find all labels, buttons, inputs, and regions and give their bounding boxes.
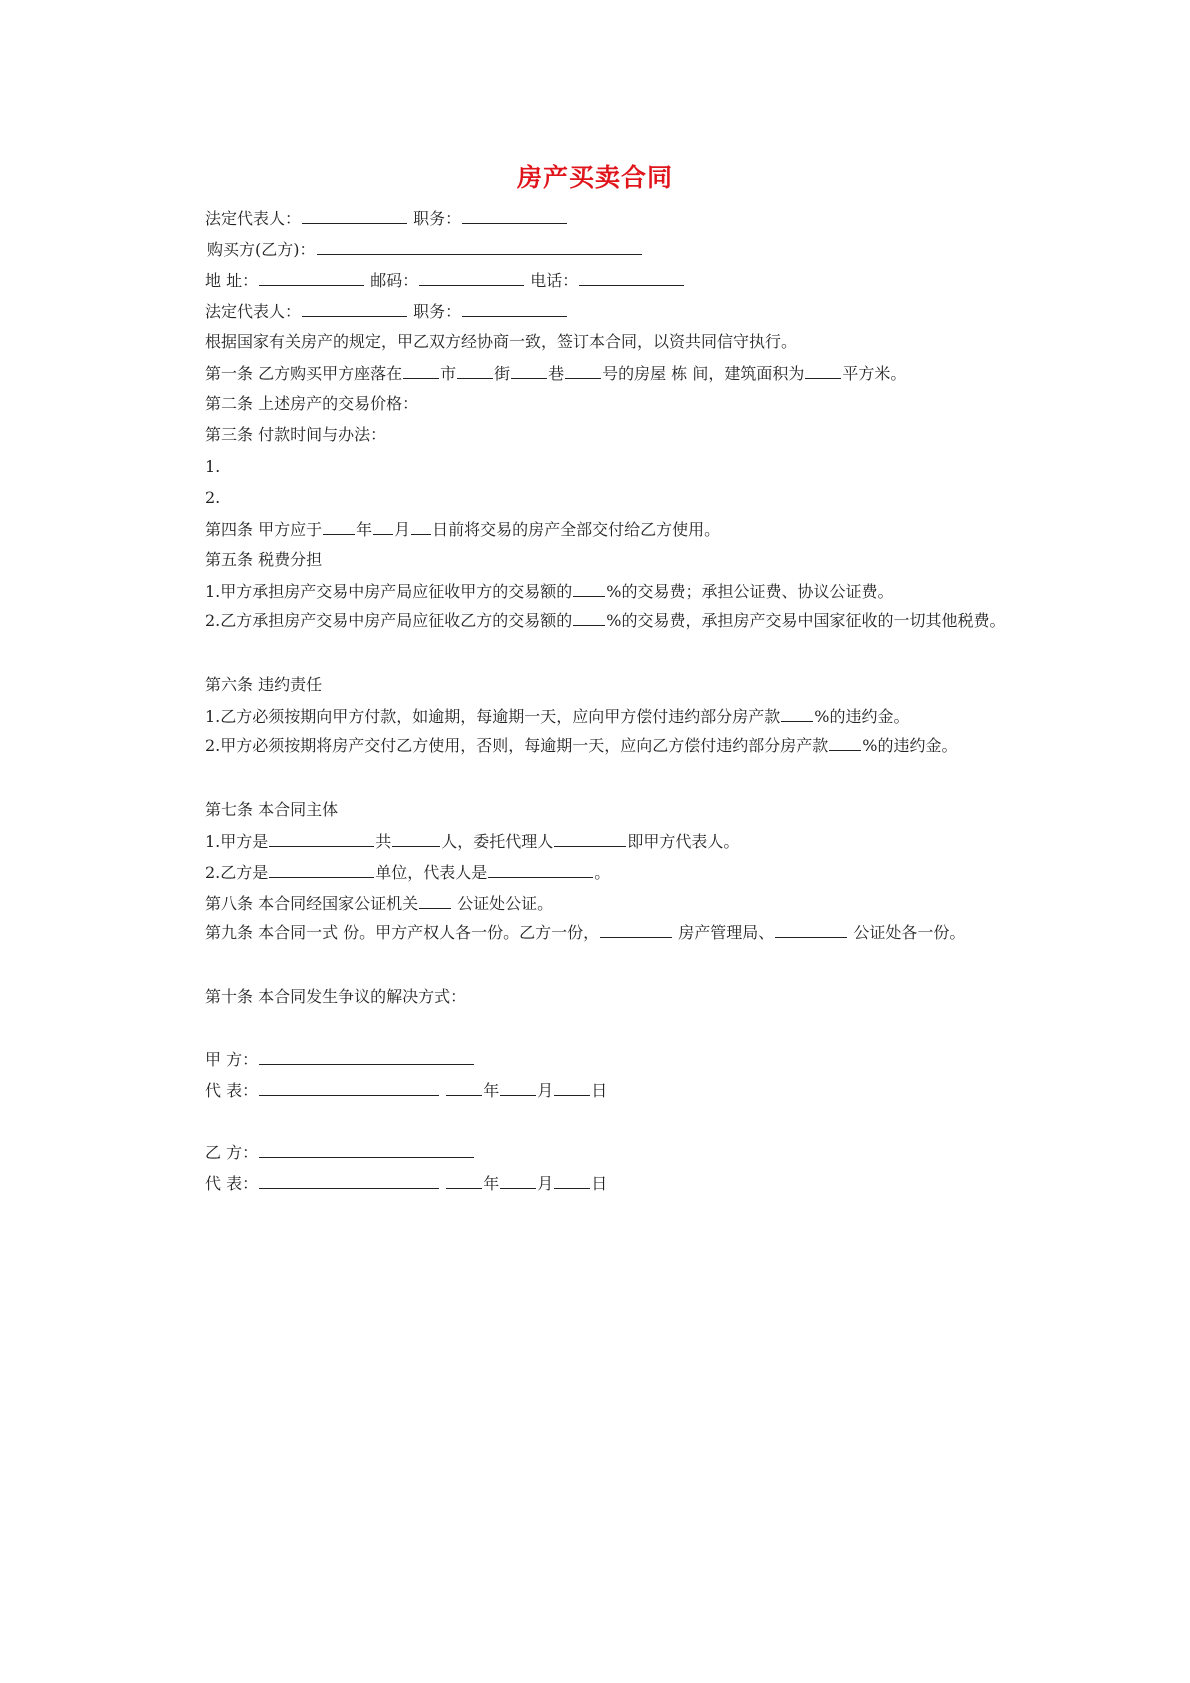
notary-office-blank — [775, 921, 847, 938]
article-8-text-b: 公证处公证。 — [452, 894, 554, 913]
buyer-rep-label: 法定代表人： — [205, 302, 302, 321]
housing-bureau-blank — [600, 921, 672, 938]
day-blank — [411, 518, 431, 535]
party-b-year-label: 年 — [483, 1174, 500, 1193]
article-1-text-a: 第一条 乙方购买甲方座落在 — [205, 364, 403, 383]
party-a-signature-blank — [259, 1048, 474, 1065]
number-blank — [565, 362, 601, 379]
article-6-2-text-b: %的违约金。 — [862, 736, 958, 755]
article-7-1-text-c: 人，委托代理人 — [441, 832, 554, 851]
postcode-label: 邮码： — [370, 271, 419, 290]
article-8 — [205, 892, 1025, 915]
party-a-count-blank — [392, 830, 440, 847]
party-a-representative-line — [205, 1079, 1025, 1102]
article-1-text-d: 巷 — [548, 364, 565, 383]
postcode-blank — [419, 269, 524, 286]
seller-fee-blank — [573, 580, 605, 597]
party-a-year-blank — [446, 1079, 482, 1096]
party-b-rep-blank — [259, 1172, 439, 1189]
party-b-blank — [269, 861, 374, 878]
seller-position-label: 职务： — [413, 209, 462, 228]
article-5-1-text-b: %的交易费；承担公证费、协议公证费。 — [606, 582, 894, 601]
seller-position-blank — [462, 207, 567, 224]
seller-representative-line — [205, 207, 1025, 230]
article-5: 第五条 税费分担 — [205, 550, 323, 569]
party-a-blank — [269, 830, 374, 847]
party-b-signature-line — [205, 1141, 1025, 1164]
party-a-label: 甲 方： — [205, 1050, 259, 1069]
article-7-2-text-b: 单位，代表人是 — [375, 863, 488, 882]
article-7-2-text-a: 2.乙方是 — [205, 863, 269, 882]
article-9-text-a: 第九条 本合同一式 份。甲方产权人各一份。乙方一份， — [205, 923, 600, 942]
article-3-item-1: 1. — [205, 457, 221, 476]
article-5-1-text-a: 1.甲方承担房产交易中房产局应征收甲方的交易额的 — [205, 582, 573, 601]
buyer-rep-blank — [302, 300, 407, 317]
article-1-text-b: 市 — [440, 364, 457, 383]
article-7-item-1 — [205, 830, 1025, 853]
article-8-text-a: 第八条 本合同经国家公证机关 — [205, 894, 419, 913]
article-7-item-2 — [205, 861, 1025, 884]
article-1-text-e: 号的房屋 栋 间，建筑面积为 — [602, 364, 805, 383]
contact-line — [205, 269, 1025, 292]
article-3: 第三条 付款时间与办法： — [205, 425, 387, 444]
article-10: 第十条 本合同发生争议的解决方式： — [205, 987, 467, 1006]
article-4-text-c: 月 — [394, 520, 411, 539]
article-6: 第六条 违约责任 — [205, 675, 323, 694]
street-blank — [457, 362, 493, 379]
party-b-month-blank — [500, 1172, 536, 1189]
article-1-text-f: 平方米。 — [842, 364, 907, 383]
article-4-text-b: 年 — [356, 520, 373, 539]
party-b-label: 乙 方： — [205, 1143, 259, 1162]
buyer-line — [207, 238, 1027, 261]
address-blank — [259, 269, 364, 286]
article-5-2-text-b: %的交易费，承担房产交易中国家征收的一切其他税费。 — [606, 611, 1006, 630]
seller-rep-blank — [302, 207, 407, 224]
party-a-rep-label: 代 表： — [205, 1081, 259, 1100]
party-b-rep-blank — [488, 861, 593, 878]
article-7-1-text-a: 1.甲方是 — [205, 832, 269, 851]
buyer-position-blank — [462, 300, 567, 317]
article-1 — [205, 362, 1025, 385]
article-6-item-1 — [205, 705, 1025, 728]
party-b-year-blank — [446, 1172, 482, 1189]
document-title: 房产买卖合同 — [516, 163, 673, 192]
area-blank — [805, 362, 841, 379]
article-7-1-text-d: 即甲方代表人。 — [627, 832, 740, 851]
party-b-day-blank — [554, 1172, 590, 1189]
article-9 — [181, 917, 1025, 949]
article-5-item-1 — [205, 580, 1025, 603]
article-7: 第七条 本合同主体 — [205, 800, 339, 819]
buyer-label: 购买方(乙方)： — [207, 240, 316, 259]
party-b-rep-label: 代 表： — [205, 1174, 259, 1193]
buyer-penalty-blank — [781, 705, 813, 722]
article-7-1-text-b: 共 — [375, 832, 392, 851]
buyer-fee-blank — [573, 609, 605, 626]
party-a-month-blank — [500, 1079, 536, 1096]
party-a-rep-blank — [259, 1079, 439, 1096]
phone-blank — [579, 269, 684, 286]
article-1-text-c: 街 — [494, 364, 511, 383]
agent-blank — [554, 830, 626, 847]
buyer-blank — [317, 238, 642, 255]
article-7-2-text-c: 。 — [594, 863, 611, 882]
article-5-2-text-a: 2.乙方承担房产交易中房产局应征收乙方的交易额的 — [205, 611, 573, 630]
party-a-day-label: 日 — [591, 1081, 608, 1100]
party-a-day-blank — [554, 1079, 590, 1096]
party-b-month-label: 月 — [537, 1174, 554, 1193]
article-9-text-b: 房产管理局、 — [673, 923, 775, 942]
party-b-representative-line — [205, 1172, 1025, 1195]
address-label: 地 址： — [205, 271, 259, 290]
month-blank — [373, 518, 393, 535]
seller-penalty-blank — [829, 734, 861, 751]
preamble: 根据国家有关房产的规定，甲乙双方经协商一致，签订本合同，以资共同信守执行。 — [205, 332, 798, 351]
phone-label: 电话： — [530, 271, 579, 290]
article-9-text-c: 公证处各一份。 — [848, 923, 966, 942]
party-b-day-label: 日 — [591, 1174, 608, 1193]
city-blank — [403, 362, 439, 379]
notary-blank — [419, 892, 451, 909]
buyer-representative-line — [205, 300, 1025, 323]
article-3-item-2: 2. — [205, 488, 221, 507]
article-6-1-text-b: %的违约金。 — [814, 707, 910, 726]
party-a-month-label: 月 — [537, 1081, 554, 1100]
seller-rep-label: 法定代表人： — [205, 209, 302, 228]
article-5-item-2 — [181, 605, 1025, 637]
party-a-year-label: 年 — [483, 1081, 500, 1100]
buyer-position-label: 职务： — [413, 302, 462, 321]
article-6-2-text-a: 2.甲方必须按期将房产交付乙方使用，否则，每逾期一天，应向乙方偿付违约部分房产款 — [205, 736, 829, 755]
article-2: 第二条 上述房产的交易价格： — [205, 394, 419, 413]
article-4 — [205, 518, 1025, 541]
lane-blank — [511, 362, 547, 379]
article-4-text-a: 第四条 甲方应于 — [205, 520, 323, 539]
article-4-text-d: 日前将交易的房产全部交付给乙方使用。 — [432, 520, 721, 539]
party-a-signature-line — [205, 1048, 1025, 1071]
year-blank — [323, 518, 355, 535]
party-b-signature-blank — [259, 1141, 474, 1158]
article-6-1-text-a: 1.乙方必须按期向甲方付款，如逾期，每逾期一天，应向甲方偿付违约部分房产款 — [205, 707, 781, 726]
article-6-item-2 — [181, 730, 1025, 762]
